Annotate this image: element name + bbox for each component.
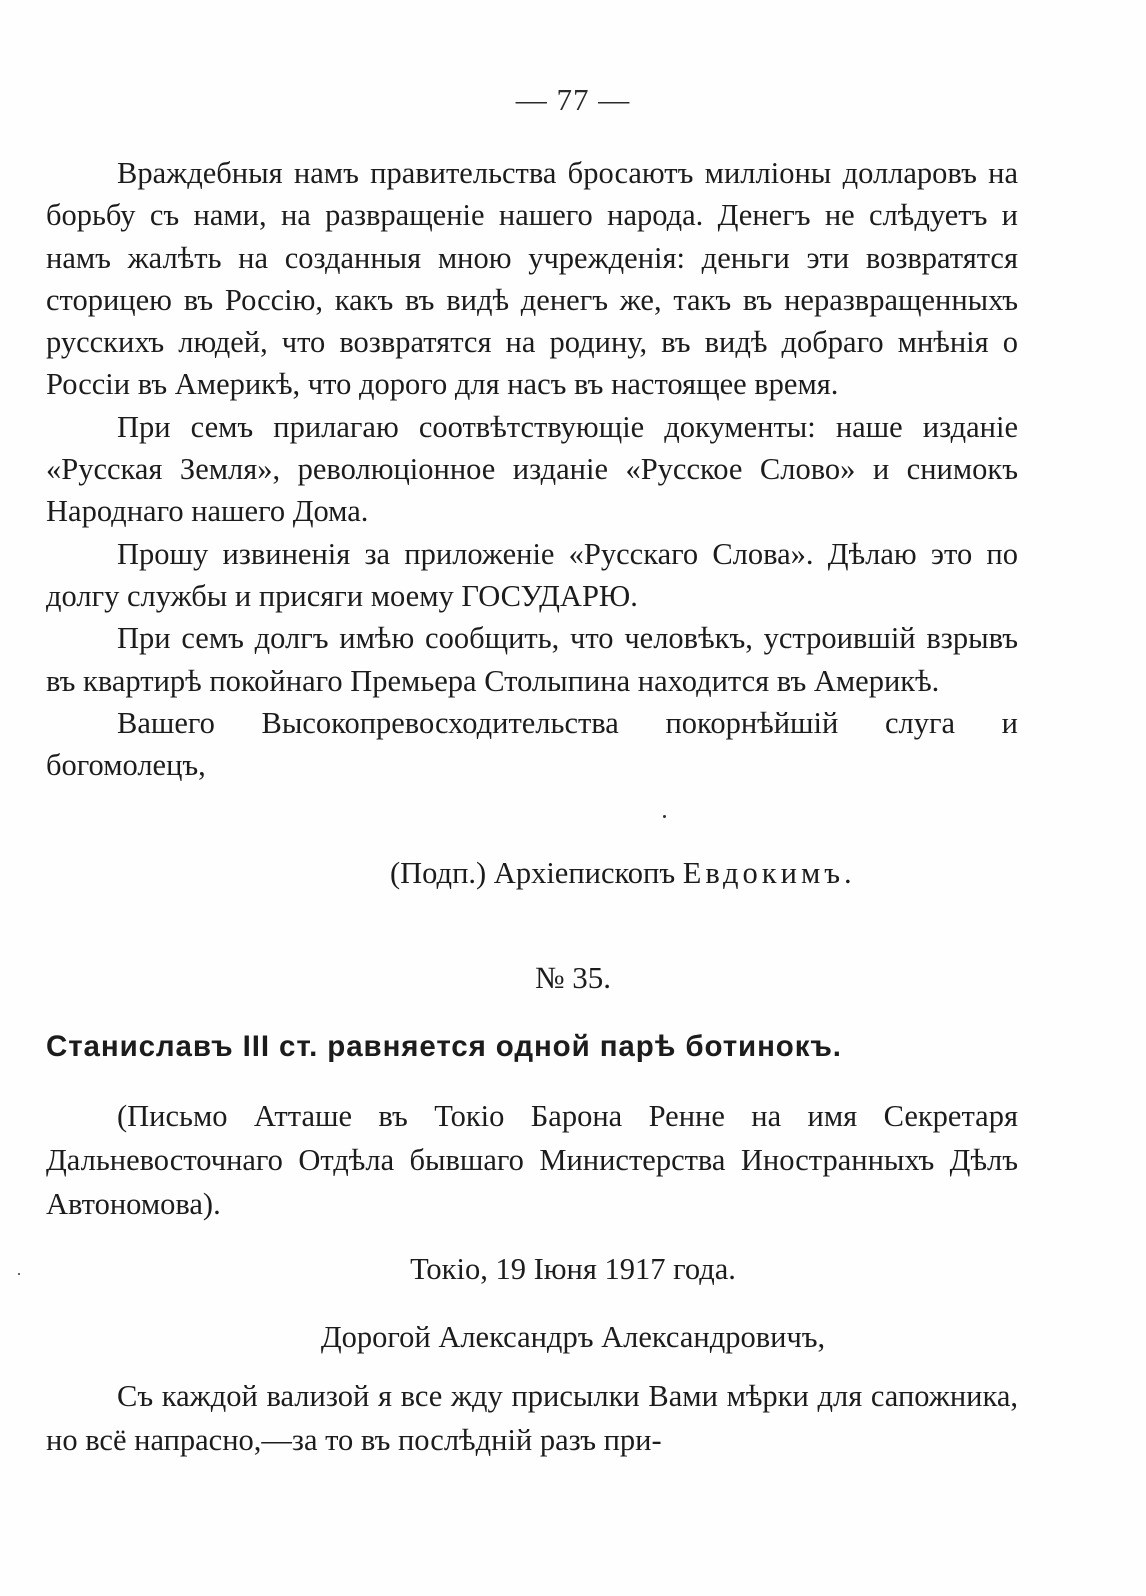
letter-continuation [46, 152, 1018, 786]
paragraph-funding: Враждебныя намъ правительства бросаютъ милліоны долларовъ на борьбу съ нами, на развращеніе нашего народа. Денегъ не слѣдуетъ и намъ жалѣть на созданныя мною учрежденія: деньги эти возвратятся сторицею въ Россію, какъ въ видѣ денегъ же, такъ въ неразвращенныхъ русскихъ людей, что возвратятся на родину, въ видѣ добраго мнѣнія о Россіи въ Америкѣ, что дорого для насъ въ настоящее время. [46, 156, 1018, 402]
document-heading: Станиславъ III ст. равняется одной парѣ ботинокъ. [46, 1030, 842, 1063]
letter-body-text: Съ каждой вализой я все жду присылки Вами мѣрки для сапожника, но всё напрасно,—за то въ послѣдній разъ при- [46, 1379, 1018, 1457]
print-speck [663, 815, 666, 818]
paragraph-closing: Вашего Высокопревосходительства покорнѣйшій слуга и богомолецъ, [46, 705, 1018, 783]
paragraph-documents: При семъ прилагаю соотвѣтствующіе документы: наше изданіе «Русская Земля», революціонное изданіе «Русское Слово» и снимокъ Народнаго нашего Дома. [46, 409, 1018, 529]
place-date: Токіо, 19 Іюня 1917 года. [410, 1252, 736, 1286]
document-number: № 35. [534, 960, 612, 995]
signature-line [390, 852, 856, 894]
print-speck [18, 1273, 20, 1275]
letter-body [46, 1374, 1018, 1462]
paragraph-report: При семъ долгъ имѣю сообщить, что человѣкъ, устроившій взрывъ въ квартирѣ покойнаго Премьера Столыпина находится въ Америкѣ. [46, 621, 1018, 698]
salutation: Дорогой Александръ Александровичъ, [320, 1320, 826, 1354]
signature-name: Евдокимъ. [682, 856, 856, 890]
page-number: — 77 — [515, 82, 631, 117]
document-note [46, 1094, 1018, 1226]
paragraph-apology: Прошу извиненія за приложеніе «Русскаго Слова». Дѣлаю это по долгу службы и присяги моему ГОСУДАРЮ. [46, 536, 1018, 613]
note-text: (Письмо Атташе въ Токіо Барона Ренне на имя Секретаря Дальневосточнаго Отдѣла бывшаго Министерства Иностранныхъ Дѣлъ Автономова). [46, 1099, 1018, 1221]
signature-prefix: (Подп.) Архіепископъ [390, 856, 676, 890]
